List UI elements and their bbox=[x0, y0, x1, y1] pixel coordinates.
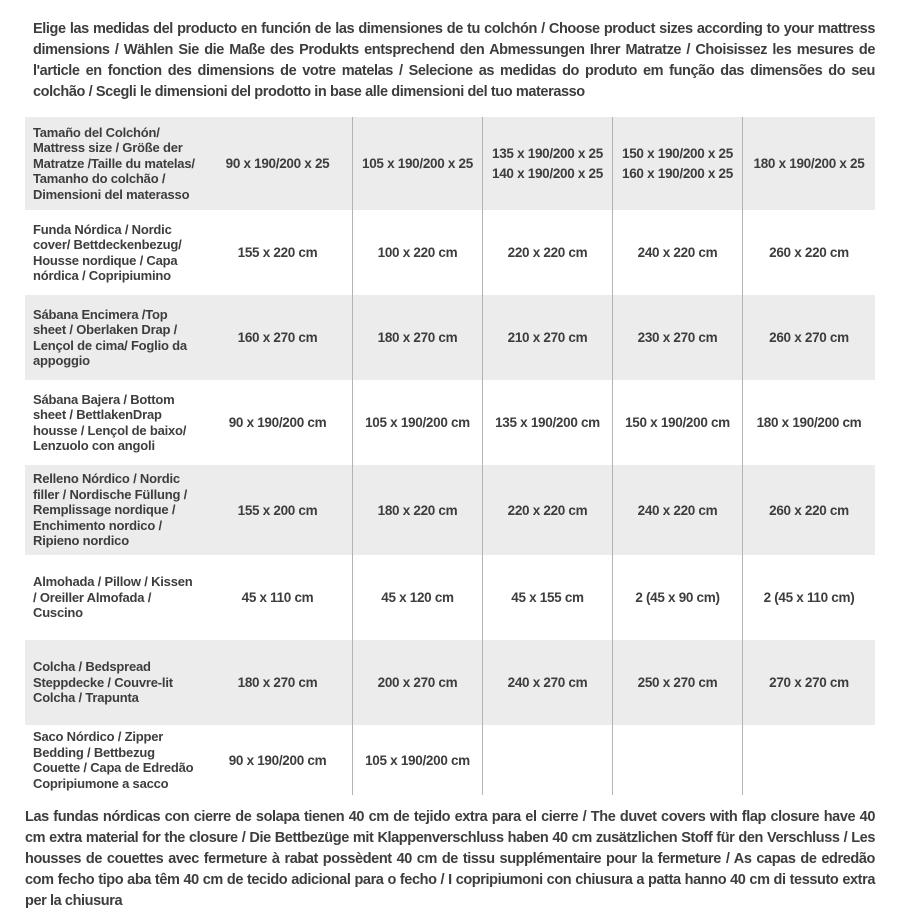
row-label: Tamaño del Colchón/ Mattress size / Größe der Matratze /Taille du matelas/ Tamanho do colchão / Dimensioni del materasso bbox=[33, 124, 195, 202]
row-zipper-bedding bbox=[25, 725, 875, 795]
mattress-size-column bbox=[742, 117, 875, 210]
size-value: 160 x 190/200 x 25 bbox=[622, 165, 733, 181]
size-value: 220 x 220 cm bbox=[482, 465, 612, 555]
row-top-sheet bbox=[25, 295, 875, 380]
size-value: 155 x 220 cm bbox=[237, 245, 318, 260]
size-value: 180 x 190/200 x 25 bbox=[753, 155, 865, 171]
row-label: Funda Nórdica / Nordic cover/ Bettdeckenbezug/ Housse nordique / Capa nórdica / Copripiumino bbox=[33, 221, 182, 283]
row-label: Sábana Bajera / Bottom sheet / BettlakenDrap housse / Lençol de baixo/ Lenzuolo con angoli bbox=[33, 391, 187, 453]
size-value: 260 x 220 cm bbox=[742, 465, 875, 555]
size-value: 135 x 190/200 x 25 bbox=[492, 145, 603, 161]
size-value bbox=[482, 725, 612, 795]
size-value: 180 x 270 cm bbox=[237, 675, 318, 690]
size-value: 105 x 190/200 cm bbox=[352, 380, 482, 465]
size-value: 200 x 270 cm bbox=[352, 640, 482, 725]
footnote-text: Las fundas nórdicas con cierre de solapa tienen 40 cm de tejido extra para el cierre / The duvet covers with flap closure have 40 cm extra material for the closure / Die Bettbezüge mit Klappenverschluss haben 40 cm zusätzlichen Stoff für den Verschluss / Les housses de couettes avec fermeture à rabat possèdent 40 cm de tissu supplémentaire pour la fermeture / As capas de edredão com fecho tipo aba têm 40 cm de tecido adicional para o fecho / I copripiumoni con chiusura a patta hanno 40 cm di tessuto extra per la chiusura bbox=[25, 809, 875, 909]
size-value: 155 x 200 cm bbox=[237, 502, 318, 518]
size-value: 2 (45 x 110 cm) bbox=[742, 555, 875, 640]
size-value: 135 x 190/200 cm bbox=[482, 380, 612, 465]
row-label: Sábana Encimera /Top sheet / Oberlaken Drap / Lençol de cima/ Foglio da appoggio bbox=[33, 306, 187, 368]
size-value: 105 x 190/200 x 25 bbox=[362, 155, 473, 171]
size-value: 240 x 220 cm bbox=[612, 465, 742, 555]
mattress-size-column bbox=[203, 117, 352, 210]
mattress-size-column bbox=[352, 117, 482, 210]
size-value: 90 x 190/200 cm bbox=[228, 415, 327, 430]
row-label: Relleno Nórdico / Nordic filler / Nordische Füllung / Remplissage nordique / Enchimento nordico / Ripieno nordico bbox=[33, 471, 188, 549]
size-value: 90 x 190/200 x 25 bbox=[225, 155, 330, 171]
size-value: 100 x 220 cm bbox=[352, 210, 482, 295]
row-bedspread bbox=[25, 640, 875, 725]
mattress-size-column bbox=[482, 117, 612, 210]
size-value: 150 x 190/200 cm bbox=[612, 380, 742, 465]
size-value: 270 x 270 cm bbox=[742, 640, 875, 725]
size-value: 140 x 190/200 x 25 bbox=[492, 165, 603, 181]
size-value bbox=[742, 725, 875, 795]
size-value: 210 x 270 cm bbox=[482, 295, 612, 380]
row-label: Colcha / Bedspread Steppdecke / Couvre-lit Colcha / Trapunta bbox=[33, 659, 173, 706]
intro-text: Elige las medidas del producto en función de las dimensiones de tu colchón / Choose product sizes according to your mattress dimensions / Wählen Sie die Maße des Produkts entsprechend den Abmessungen Ihrer Matratze / Choisissez les mesures de l'article en fonction des dimensions de votre matelas / Selecione as medidas do produto em função das dimensões do seu colchão / Scegli le dimensioni del prodotto in base alle dimensioni del tuo materasso bbox=[33, 21, 875, 100]
size-value: 230 x 270 cm bbox=[612, 295, 742, 380]
size-value: 240 x 270 cm bbox=[482, 640, 612, 725]
size-value: 45 x 155 cm bbox=[482, 555, 612, 640]
row-duvet-cover bbox=[25, 210, 875, 295]
row-mattress-size bbox=[25, 117, 875, 210]
size-value: 260 x 220 cm bbox=[742, 210, 875, 295]
size-value bbox=[612, 725, 742, 795]
row-label: Almohada / Pillow / Kissen / Oreiller Almofada / Cuscino bbox=[33, 574, 193, 621]
size-value: 150 x 190/200 x 25 bbox=[622, 145, 733, 161]
size-value: 105 x 190/200 cm bbox=[352, 725, 482, 795]
size-value: 180 x 270 cm bbox=[352, 295, 482, 380]
size-value: 90 x 190/200 cm bbox=[228, 752, 327, 768]
row-label: Saco Nórdico / Zipper Bedding / Bettbezug Couette / Capa de Edredão Copripiumone a sacco bbox=[33, 729, 194, 791]
size-value: 250 x 270 cm bbox=[612, 640, 742, 725]
size-value: 160 x 270 cm bbox=[237, 330, 318, 345]
row-nordic-filler bbox=[25, 465, 875, 555]
size-value: 260 x 270 cm bbox=[742, 295, 875, 380]
size-table bbox=[25, 117, 875, 795]
row-bottom-sheet bbox=[25, 380, 875, 465]
size-value: 2 (45 x 90 cm) bbox=[612, 555, 742, 640]
size-value: 240 x 220 cm bbox=[612, 210, 742, 295]
size-guide-page bbox=[0, 19, 900, 919]
size-value: 220 x 220 cm bbox=[482, 210, 612, 295]
mattress-size-column bbox=[612, 117, 742, 210]
size-value: 45 x 120 cm bbox=[352, 555, 482, 640]
size-value: 180 x 220 cm bbox=[352, 465, 482, 555]
row-pillow bbox=[25, 555, 875, 640]
size-value: 45 x 110 cm bbox=[241, 590, 314, 605]
size-value: 180 x 190/200 cm bbox=[742, 380, 875, 465]
